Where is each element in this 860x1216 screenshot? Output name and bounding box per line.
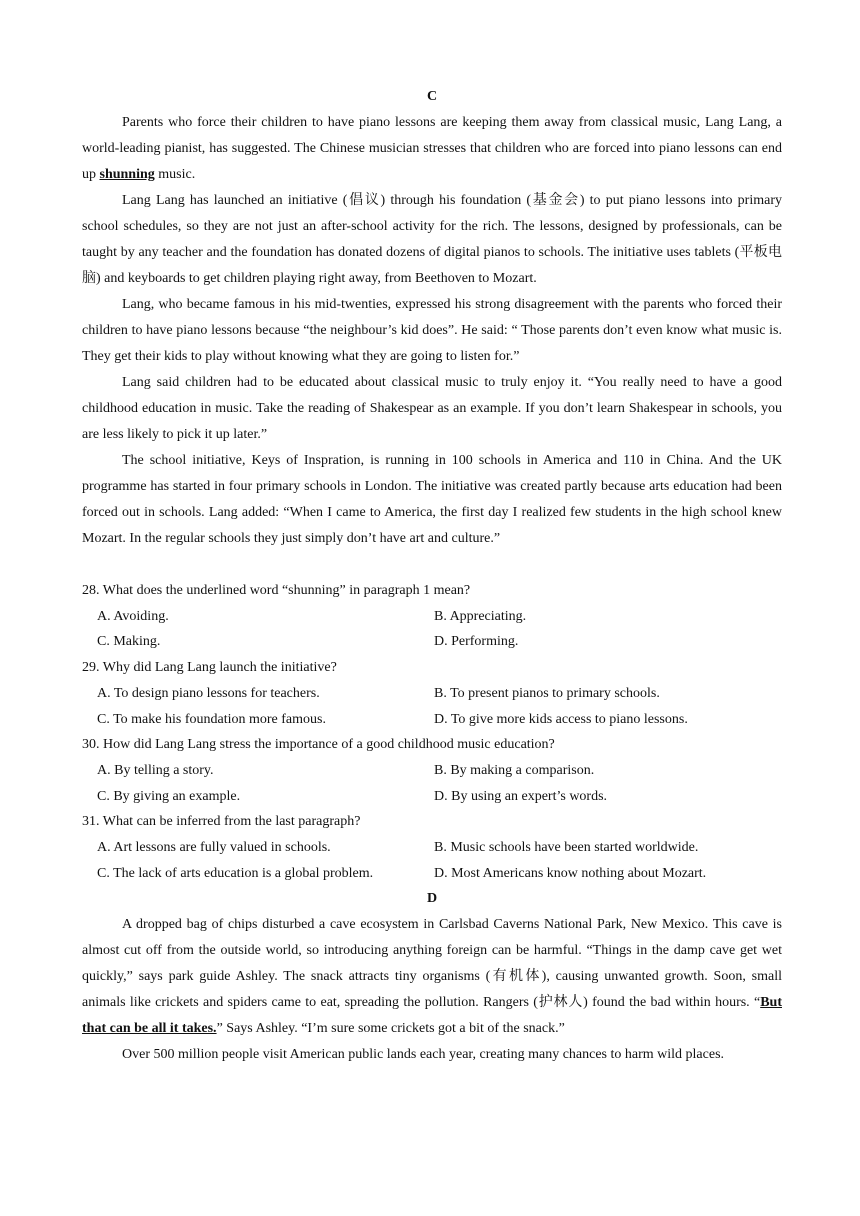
- question-options: [82, 681, 782, 732]
- option-a: A. To design piano lessons for teachers.: [97, 685, 320, 701]
- option-c: C. Making.: [97, 634, 161, 650]
- question-29: [82, 655, 782, 732]
- question-stem: 30. How did Lang Lang stress the importance of a good childhood music education?: [82, 737, 555, 753]
- question-28: [82, 578, 782, 655]
- question-31: [82, 809, 782, 886]
- paragraph-text: ” Says Ashley. “I’m sure some crickets got a bit of the snack.”: [216, 1021, 565, 1037]
- underlined-sentence: But that can be all it takes.: [82, 995, 782, 1037]
- passage-c-paragraph-1: [82, 110, 782, 188]
- option-d: D. By using an expert’s words.: [434, 788, 608, 804]
- question-options: [82, 835, 782, 886]
- underlined-word: shunning: [99, 167, 155, 182]
- question-options: [82, 604, 782, 655]
- option-a: A. Art lessons are fully valued in schools.: [97, 840, 331, 856]
- option-d: D. Most Americans know nothing about Mozart.: [434, 865, 707, 881]
- option-c: C. By giving an example.: [97, 788, 241, 804]
- paragraph-text: music.: [154, 167, 196, 182]
- option-b: B. To present pianos to primary schools.: [434, 685, 660, 701]
- option-d: D. To give more kids access to piano lessons.: [434, 711, 688, 727]
- question-30: [82, 732, 782, 809]
- option-b: B. Appreciating.: [434, 608, 527, 624]
- spacer: [82, 552, 782, 578]
- document-page: [82, 84, 782, 1068]
- option-a: A. Avoiding.: [97, 608, 169, 624]
- passage-c-paragraph-4: Lang said children had to be educated about classical music to truly enjoy it. “You really need to have a good childhood education in music. Take the reading of Shakespear as an example. If you don’t learn Shakespear in schools, you are less likely to pick it up later.”: [82, 375, 782, 442]
- option-c: C. To make his foundation more famous.: [97, 711, 326, 727]
- passage-c-paragraph-2: Lang Lang has launched an initiative (倡议) through his foundation (基金会) to put piano lessons into primary school schedules, so they are not just an after-school activity for the rich. The lessons, designed by professionals, can be taught by any teacher and the foundation has donated dozens of digital pianos to schools. The initiative uses tablets (平板电脑) and keyboards to get children playing right away, from Beethoven to Mozart.: [82, 193, 782, 286]
- option-b: B. By making a comparison.: [434, 762, 595, 778]
- paragraph-text: Parents who force their children to have piano lessons are keeping them away from classical music, Lang Lang, a world-leading pianist, has suggested. The Chinese musician stresses that children who are forced into piano lessons can end up: [82, 115, 782, 182]
- passage-d-paragraph-2: Over 500 million people visit American public lands each year, creating many chances to harm wild places.: [122, 1047, 725, 1063]
- passage-c-paragraph-3: Lang, who became famous in his mid-twenties, expressed his strong disagreement with the parents who forced their children to have piano lessons because “the neighbour’s kid does”. He said: “ Those parents don’t even know what music is. They get their kids to play without knowing what they are going to listen for.”: [82, 297, 782, 364]
- question-stem: 29. Why did Lang Lang launch the initiative?: [82, 660, 337, 676]
- option-a: A. By telling a story.: [97, 762, 214, 778]
- option-d: D. Performing.: [434, 634, 519, 650]
- question-stem: 31. What can be inferred from the last paragraph?: [82, 814, 361, 830]
- question-stem: 28. What does the underlined word “shunning” in paragraph 1 mean?: [82, 583, 471, 598]
- question-options: [82, 758, 782, 809]
- option-c: C. The lack of arts education is a global problem.: [97, 865, 374, 881]
- section-d-heading: D: [426, 891, 438, 907]
- passage-d-paragraph-1: [82, 912, 782, 1042]
- section-c-heading: C: [426, 89, 438, 104]
- paragraph-text: A dropped bag of chips disturbed a cave ecosystem in Carlsbad Caverns National Park, New Mexico. This cave is almost cut off from the outside world, so introducing anything foreign can be harmful. “Things in the damp cave get wet quickly,” says park guide Ashley. The snack attracts tiny organisms (有机体), causing unwanted growth. Soon, small animals like crickets and spiders came to eat, spreading the pollution. Rangers (护林人) found the bad within hours. “: [82, 917, 782, 1011]
- option-b: B. Music schools have been started worldwide.: [434, 840, 699, 856]
- passage-c-paragraph-5: The school initiative, Keys of Inspration, is running in 100 schools in America and 110 in China. And the UK programme has started in four primary schools in London. The initiative was created partly because arts education had been forced out in schools. Lang added: “When I came to America, the first day I realized few students in the high school knew Mozart. In the regular schools they just simply don’t have art and culture.”: [82, 453, 782, 546]
